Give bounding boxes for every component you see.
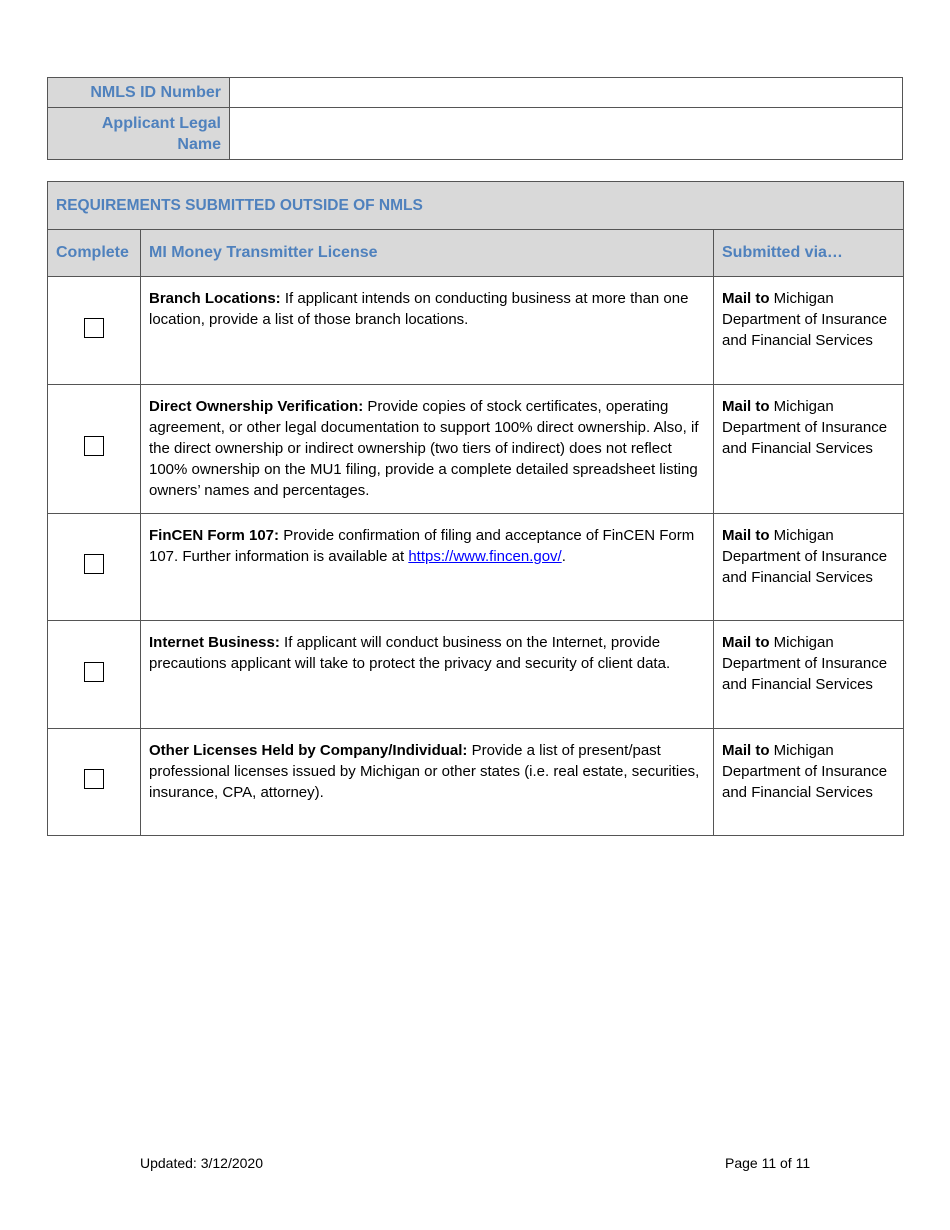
requirement-description: Internet Business: If applicant will conduct business on the Internet, provide precautions applicant will take to protect the privacy and security of client data. xyxy=(141,621,714,729)
footer-updated-date: Updated: 3/12/2020 xyxy=(140,1155,263,1171)
other-licenses-checkbox[interactable] xyxy=(84,769,104,789)
direct-ownership-checkbox[interactable] xyxy=(84,436,104,456)
applicant-legal-name-label: Applicant Legal Name xyxy=(48,108,230,160)
fincen-link[interactable]: https://www.fincen.gov/ xyxy=(408,548,562,565)
requirement-description: Branch Locations: If applicant intends on conducting business at more than one location, provide a list of those branch locations. xyxy=(141,277,714,385)
footer-page-number: Page 11 of 11 xyxy=(725,1155,811,1171)
applicant-legal-name-field[interactable] xyxy=(230,108,903,160)
requirements-table xyxy=(47,181,904,836)
table-row xyxy=(48,621,904,729)
submission-method: Mail to Michigan Department of Insurance and Financial Services xyxy=(714,385,904,514)
nmls-id-label: NMLS ID Number xyxy=(48,78,230,108)
submitted-via-column-header: Submitted via… xyxy=(714,230,904,277)
table-row xyxy=(48,277,904,385)
applicant-id-table xyxy=(47,77,903,160)
table-row xyxy=(48,729,904,836)
complete-column-header: Complete xyxy=(48,230,141,277)
internet-business-checkbox[interactable] xyxy=(84,662,104,682)
nmls-id-field[interactable] xyxy=(230,78,903,108)
requirement-description: FinCEN Form 107: Provide confirmation of filing and acceptance of FinCEN Form 107. Further information is available at https://www.fincen.gov/. xyxy=(141,514,714,621)
submission-method: Mail to Michigan Department of Insurance and Financial Services xyxy=(714,729,904,836)
requirement-description: Other Licenses Held by Company/Individual: Provide a list of present/past professional licenses issued by Michigan or other states (i.e. real estate, securities, insurance, CPA, attorney). xyxy=(141,729,714,836)
branch-locations-checkbox[interactable] xyxy=(84,318,104,338)
requirements-title: REQUIREMENTS SUBMITTED OUTSIDE OF NMLS xyxy=(48,182,904,230)
submission-method: Mail to Michigan Department of Insurance and Financial Services xyxy=(714,621,904,729)
fincen-form-107-checkbox[interactable] xyxy=(84,554,104,574)
table-row xyxy=(48,385,904,514)
requirement-description: Direct Ownership Verification: Provide copies of stock certificates, operating agreement, or other legal documentation to support 100% direct ownership. Also, if the direct ownership or indirect ownership (two tiers of indirect) does not reflect 100% ownership on the MU1 filing, provide a complete detailed spreadsheet listing owners’ names and percentages. xyxy=(141,385,714,514)
table-row xyxy=(48,514,904,621)
submission-method: Mail to Michigan Department of Insurance and Financial Services xyxy=(714,514,904,621)
submission-method: Mail to Michigan Department of Insurance and Financial Services xyxy=(714,277,904,385)
license-column-header: MI Money Transmitter License xyxy=(141,230,714,277)
